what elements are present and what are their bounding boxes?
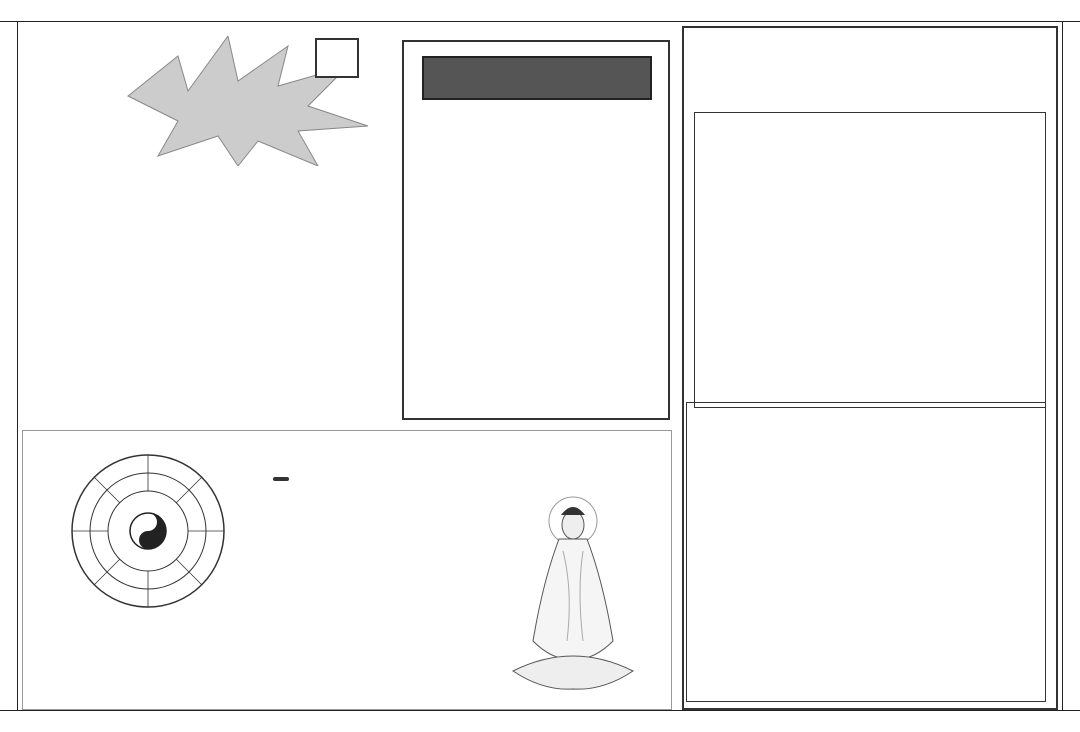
right-border-strip (1062, 22, 1080, 710)
sage-figure-icon (503, 491, 643, 701)
top-border-strip (0, 0, 1080, 22)
xuanji-title (273, 451, 295, 502)
stamp-seal (315, 38, 359, 78)
special-poem-panel (402, 40, 670, 420)
special-poem-header (422, 56, 652, 100)
bagua-compass-icon (68, 451, 228, 611)
luck-poem (52, 284, 392, 293)
xuanji-panel (22, 430, 672, 710)
luck-panel (22, 26, 392, 426)
investment-box (694, 112, 1046, 408)
luck-title (42, 52, 46, 110)
tieban-panel (682, 26, 1058, 710)
special-poem-columns (434, 132, 654, 382)
star-number-grid (686, 402, 1046, 702)
bottom-border-strip (0, 710, 1080, 732)
left-border-strip (0, 22, 18, 710)
xuanji-small-text (383, 551, 493, 681)
